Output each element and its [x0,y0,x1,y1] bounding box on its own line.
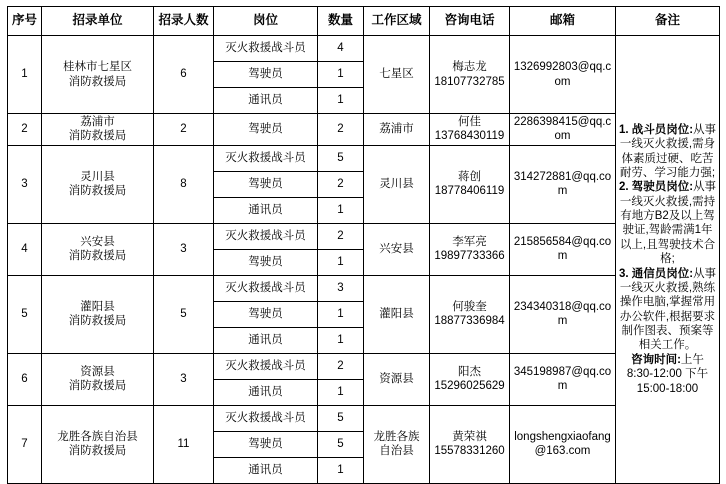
cell-area [364,36,430,114]
contact-number: 19897733366 [434,250,505,263]
cell-area [364,353,430,405]
cell-unit [42,114,154,146]
cell-post: 灭火救援战斗员 [214,275,318,301]
cell-qty: 1 [318,379,364,405]
cell-seq: 3 [8,145,42,223]
unit-line-1: 资源县 [80,365,115,378]
cell-seq: 6 [8,353,42,405]
cell-remark [616,36,720,484]
remark-title-2: 2. 驾驶员岗位: [618,181,694,194]
unit-line-2: 消防救援局 [68,445,127,458]
unit-line-2: 消防救援局 [68,315,127,328]
table-row [8,114,720,146]
contact-name: 李军亮 [452,235,487,248]
cell-post: 通讯员 [214,88,318,114]
recruitment-table [7,6,720,484]
remark-text-1: 从事一线灭火救援,需身体素质过硬、吃苦耐劳、学习能力强; [619,123,717,179]
cell-phone [430,114,510,146]
unit-line-1: 荔浦市 [80,116,115,128]
cell-phone [430,275,510,353]
cell-qty: 2 [318,114,364,146]
table-row [8,405,720,431]
cell-post: 驾驶员 [214,62,318,88]
remark-item-3 [618,267,717,353]
cell-phone [430,405,510,483]
cell-post: 通讯员 [214,379,318,405]
col-header-unit: 招录单位 [42,7,154,36]
cell-unit [42,223,154,275]
cell-qty: 1 [318,249,364,275]
unit-line-2: 消防救援局 [68,130,127,143]
unit-line-2: 消防救援局 [68,185,127,198]
cell-post: 驾驶员 [214,114,318,146]
contact-name: 何骏奎 [452,300,487,313]
contact-number: 13768430119 [434,130,505,143]
cell-qty: 1 [318,327,364,353]
cell-area [364,114,430,146]
contact-name: 蒋创 [458,170,481,183]
col-header-area: 工作区域 [364,7,430,36]
cell-phone [430,353,510,405]
unit-line-1: 桂林市七星区 [63,61,132,74]
cell-unit [42,36,154,114]
cell-count: 5 [154,275,214,353]
cell-qty: 2 [318,353,364,379]
col-header-phone: 咨询电话 [430,7,510,36]
cell-post: 驾驶员 [214,171,318,197]
cell-count: 6 [154,36,214,114]
unit-line-1: 龙胜各族自治县 [57,430,138,443]
cell-post: 通讯员 [214,197,318,223]
unit-line-1: 灌阳县 [80,300,115,313]
cell-area [364,275,430,353]
contact-name: 梅志龙 [452,61,487,74]
area-line-1: 兴安县 [379,243,414,256]
table-row [8,353,720,379]
cell-email: 345198987@qq.com [510,353,616,405]
cell-area [364,405,430,483]
cell-post: 驾驶员 [214,249,318,275]
remark-item-4 [618,353,717,396]
area-line-2: 自治县 [379,445,414,458]
cell-qty: 5 [318,405,364,431]
table-row [8,145,720,171]
unit-line-1: 灵川县 [80,170,115,183]
col-header-qty: 数量 [318,7,364,36]
table-row [8,275,720,301]
remark-item-1 [618,123,717,181]
contact-number: 18778406119 [434,185,505,198]
cell-qty: 1 [318,457,364,483]
cell-post: 灭火救援战斗员 [214,145,318,171]
cell-seq: 7 [8,405,42,483]
cell-email: 2286398415@qq.com [510,114,616,146]
cell-area [364,145,430,223]
cell-seq: 5 [8,275,42,353]
document-page [0,6,726,477]
area-line-1: 资源县 [379,373,414,386]
area-line-1: 灵川县 [379,178,414,191]
cell-post: 通讯员 [214,457,318,483]
cell-post: 驾驶员 [214,431,318,457]
remark-text-2: 从事一线灭火救援,需持有地方B2及以上驾驶证,驾龄需满1年以上,且驾驶技术合格; [619,181,717,266]
cell-unit [42,145,154,223]
cell-qty: 1 [318,88,364,114]
cell-seq: 4 [8,223,42,275]
cell-count: 3 [154,223,214,275]
remark-title-3: 3. 通信员岗位: [618,267,694,280]
cell-phone [430,36,510,114]
cell-qty: 2 [318,223,364,249]
cell-phone [430,223,510,275]
cell-email: 1326992803@qq.com [510,36,616,114]
cell-qty: 1 [318,62,364,88]
remark-text-3: 从事一线灭火救援,熟练操作电脑,掌握常用办公软件,根据要求制作图表、预案等相关工作。 [619,267,717,352]
cell-qty: 5 [318,431,364,457]
remark-title-1: 1. 战斗员岗位: [618,123,694,136]
cell-count: 8 [154,145,214,223]
col-header-remark: 备注 [616,7,720,36]
contact-name: 阳杰 [458,365,481,378]
contact-name: 何佳 [458,116,481,128]
cell-qty: 2 [318,171,364,197]
cell-post: 驾驶员 [214,301,318,327]
area-line-1: 荔浦市 [379,123,414,136]
cell-email: 215856584@qq.com [510,223,616,275]
area-line-1: 龙胜各族 [373,430,420,443]
cell-email: longshengxiaofang@163.com [510,405,616,483]
cell-qty: 3 [318,275,364,301]
contact-number: 15578331260 [434,445,505,458]
area-line-1: 七星区 [379,68,414,81]
cell-qty: 5 [318,145,364,171]
contact-number: 15296025629 [434,380,505,393]
cell-email: 234340318@qq.com [510,275,616,353]
unit-line-1: 兴安县 [80,235,115,248]
cell-email: 314272881@qq.com [510,145,616,223]
col-header-seq: 序号 [8,7,42,36]
cell-seq: 2 [8,114,42,146]
cell-post: 灭火救援战斗员 [214,353,318,379]
cell-qty: 1 [318,301,364,327]
table-row [8,223,720,249]
unit-line-2: 消防救援局 [68,75,127,88]
cell-area [364,223,430,275]
table-header-row [8,7,720,36]
col-header-post: 岗位 [214,7,318,36]
table-row [8,36,720,62]
cell-count: 2 [154,114,214,146]
cell-post: 通讯员 [214,327,318,353]
cell-unit [42,405,154,483]
cell-unit [42,275,154,353]
remark-text-4: 上午 8:30-12:00 下午 15:00-18:00 [626,353,709,395]
remark-item-2 [618,180,717,266]
cell-unit [42,353,154,405]
cell-post: 灭火救援战斗员 [214,36,318,62]
cell-count: 3 [154,353,214,405]
area-line-1: 灌阳县 [379,308,414,321]
cell-post: 灭火救援战斗员 [214,405,318,431]
cell-count: 11 [154,405,214,483]
col-header-count: 招录人数 [154,7,214,36]
cell-phone [430,145,510,223]
contact-name: 黄荣祺 [452,430,487,443]
remark-title-4: 咨询时间: [631,353,681,366]
cell-seq: 1 [8,36,42,114]
contact-number: 18877336984 [434,315,505,328]
cell-qty: 4 [318,36,364,62]
cell-post: 灭火救援战斗员 [214,223,318,249]
col-header-email: 邮箱 [510,7,616,36]
unit-line-2: 消防救援局 [68,380,127,393]
contact-number: 18107732785 [434,75,505,88]
unit-line-2: 消防救援局 [68,250,127,263]
cell-qty: 1 [318,197,364,223]
